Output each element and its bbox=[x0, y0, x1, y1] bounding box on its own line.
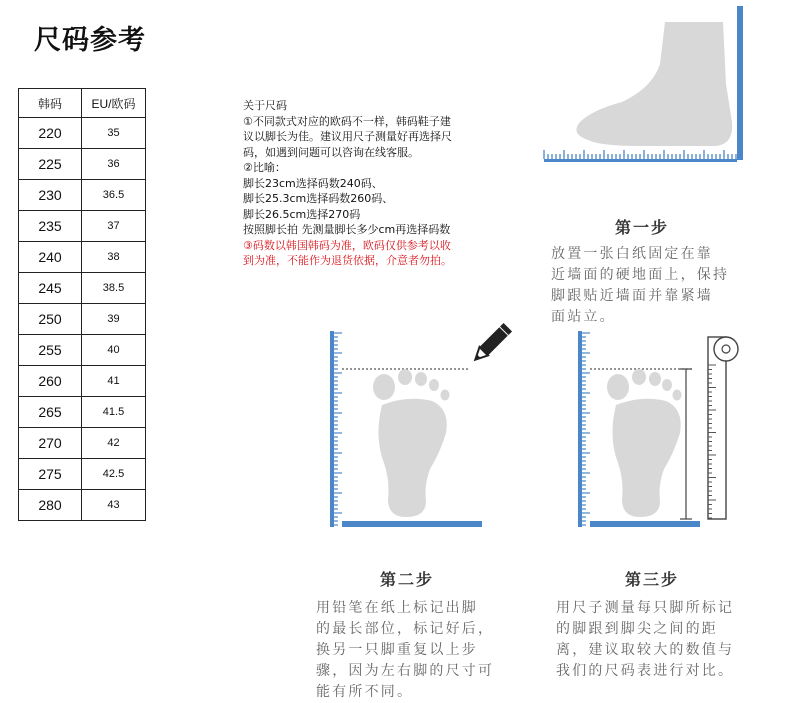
table-row bbox=[19, 149, 146, 180]
step2-description: 用铅笔在纸上标记出脚 的最长部位，标记好后， 换另一只脚重复以上步 骤，因为左右脚的尺寸可 能有所不同。 bbox=[316, 600, 495, 700]
eu-size-cell: 37 bbox=[82, 211, 146, 242]
table-row bbox=[19, 490, 146, 521]
step3-title: 第三步 bbox=[625, 570, 680, 589]
kr-size-cell: 225 bbox=[19, 149, 82, 180]
notes-line: 脚长23cm选择码数240码、 bbox=[243, 176, 383, 190]
size-table bbox=[18, 88, 146, 521]
eu-size-cell: 42.5 bbox=[82, 459, 146, 490]
kr-size-cell: 275 bbox=[19, 459, 82, 490]
step1-title: 第一步 bbox=[615, 218, 670, 237]
table-row bbox=[19, 118, 146, 149]
eu-size-cell: 41 bbox=[82, 366, 146, 397]
notes-heading: 关于尺码 bbox=[243, 99, 287, 112]
eu-size-cell: 38.5 bbox=[82, 273, 146, 304]
notes-line: 码，如遇到问题可以咨询在线客服。 bbox=[243, 145, 419, 159]
floor-bar bbox=[590, 521, 700, 527]
table-row bbox=[19, 211, 146, 242]
table-row bbox=[19, 459, 146, 490]
kr-size-cell: 235 bbox=[19, 211, 82, 242]
eu-size-cell: 36.5 bbox=[82, 180, 146, 211]
notes-warning-line: 到为准，不能作为退货依据，介意者勿拍。 bbox=[243, 254, 452, 267]
table-row bbox=[19, 242, 146, 273]
size-notes bbox=[243, 98, 503, 269]
kr-size-cell: 250 bbox=[19, 304, 82, 335]
table-row bbox=[19, 335, 146, 366]
eu-size-cell: 42 bbox=[82, 428, 146, 459]
footprint-icon bbox=[373, 369, 450, 517]
kr-size-cell: 230 bbox=[19, 180, 82, 211]
table-row bbox=[19, 273, 146, 304]
kr-size-cell: 265 bbox=[19, 397, 82, 428]
notes-line: ①不同款式对应的欧码不一样，韩码鞋子建 bbox=[243, 114, 451, 128]
vertical-ruler bbox=[334, 333, 342, 525]
step3-description: 用尺子测量每只脚所标记 的脚跟到脚尖之间的距 离，建议取较大的数值与 我们的尺码表进行对比。 bbox=[556, 600, 735, 679]
eu-size-cell: 38 bbox=[82, 242, 146, 273]
kr-size-cell: 260 bbox=[19, 366, 82, 397]
floor-ruler bbox=[544, 150, 736, 159]
wall-bar bbox=[737, 6, 743, 160]
column-header-kr: 韩码 bbox=[19, 89, 82, 118]
notes-line: 脚长25.3cm选择码数260码、 bbox=[243, 192, 394, 205]
vertical-ruler bbox=[582, 333, 590, 525]
column-header-eu: EU/欧码 bbox=[82, 89, 146, 118]
table-row bbox=[19, 366, 146, 397]
eu-size-cell: 35 bbox=[82, 118, 146, 149]
step1-foot-side-illustration bbox=[540, 4, 750, 164]
step2-footprint-illustration bbox=[320, 325, 510, 535]
footprint-icon bbox=[607, 369, 682, 517]
tape-measure-icon bbox=[708, 337, 738, 519]
notes-line: 脚长26.5cm选择270码 bbox=[243, 207, 361, 221]
kr-size-cell: 220 bbox=[19, 118, 82, 149]
kr-size-cell: 270 bbox=[19, 428, 82, 459]
notes-line: 按照脚长拍 先测量脚长多少cm再选择码数 bbox=[243, 223, 451, 236]
notes-line: ②比喻： bbox=[243, 161, 286, 174]
page-title: 尺码参考 bbox=[34, 25, 146, 56]
foot-side-icon bbox=[576, 22, 732, 146]
step1-description: 放置一张白纸固定在靠 近墙面的硬地面上，保持 脚跟贴近墙面并靠紧墙 面站立。 bbox=[551, 246, 730, 325]
table-row bbox=[19, 428, 146, 459]
table-row bbox=[19, 304, 146, 335]
eu-size-cell: 41.5 bbox=[82, 397, 146, 428]
kr-size-cell: 280 bbox=[19, 490, 82, 521]
notes-warning-line: ③码数以韩国韩码为准，欧码仅供参考以收 bbox=[243, 238, 451, 252]
kr-size-cell: 245 bbox=[19, 273, 82, 304]
floor-bar bbox=[342, 521, 482, 527]
table-row bbox=[19, 180, 146, 211]
step3-measure-illustration bbox=[568, 325, 748, 535]
pencil-icon bbox=[471, 323, 512, 364]
table-row bbox=[19, 397, 146, 428]
eu-size-cell: 43 bbox=[82, 490, 146, 521]
eu-size-cell: 36 bbox=[82, 149, 146, 180]
table-header-row bbox=[19, 89, 146, 118]
eu-size-cell: 39 bbox=[82, 304, 146, 335]
measuring-line bbox=[680, 369, 692, 519]
step2-title: 第二步 bbox=[380, 570, 435, 589]
kr-size-cell: 240 bbox=[19, 242, 82, 273]
kr-size-cell: 255 bbox=[19, 335, 82, 366]
notes-line: 议以脚长为佳。建议用尺子测量好再选择尺 bbox=[243, 130, 452, 143]
eu-size-cell: 40 bbox=[82, 335, 146, 366]
